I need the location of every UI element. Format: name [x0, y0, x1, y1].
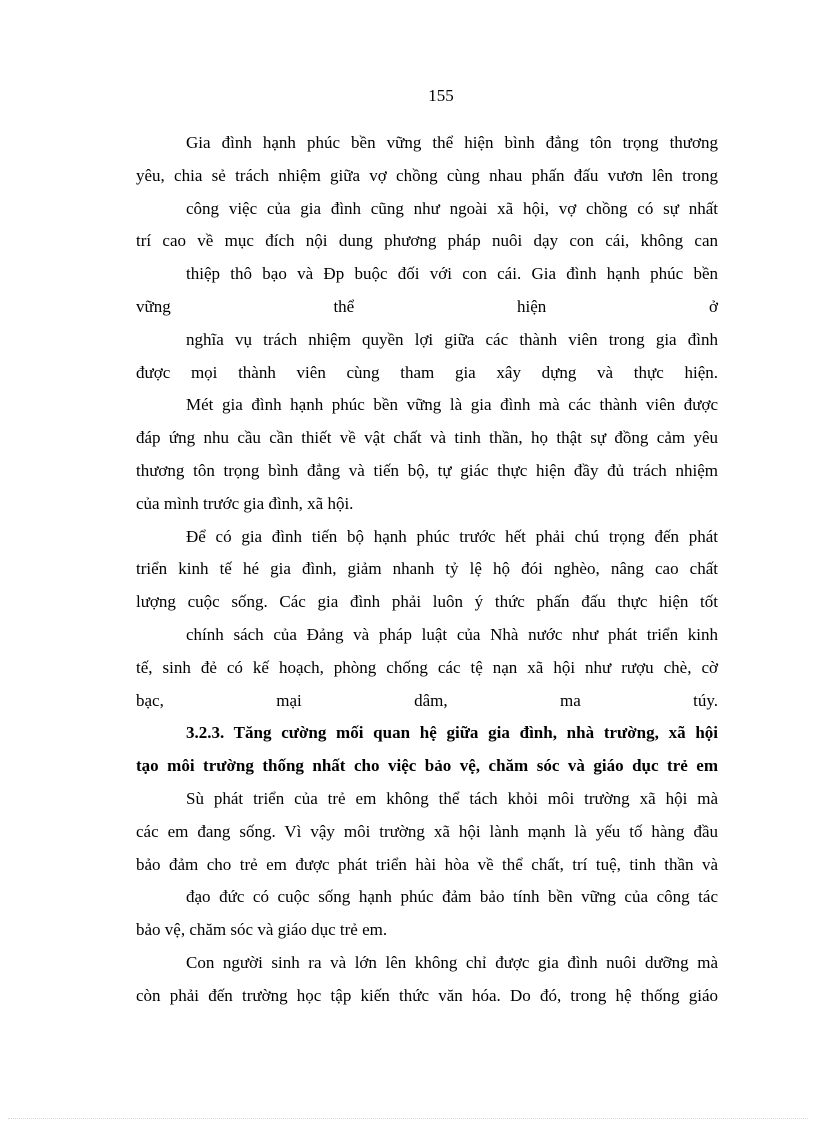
- section-heading-line: tạo môi trường thống nhất cho việc bảo vệ, chăm sóc và giáo dục trẻ em: [136, 756, 718, 776]
- text-line: trí cao về mục đích nội dung phương pháp nuôi dạy con cái, không can: [136, 231, 718, 251]
- text-line: triển kinh tế hé gia đình, giảm nhanh tỷ lệ hộ đói nghèo, nâng cao chất: [136, 559, 718, 579]
- text-line: còn phải đến trường học tập kiến thức văn hóa. Do đó, trong hệ thống giáo: [136, 985, 718, 1005]
- page-number: 155: [428, 86, 454, 105]
- text-line: tế, sinh đẻ có kế hoạch, phòng chống các tệ nạn xã hội như rượu chè, cờ: [136, 657, 718, 677]
- text-line: được mọi thành viên cùng tham gia xây dựng và thực hiện.: [136, 362, 718, 382]
- text-line: Mét gia đình hạnh phúc bền vững là gia đình mà các thành viên được: [186, 395, 718, 415]
- text-line: đạo đức có cuộc sống hạnh phúc đảm bảo tính bền vững của công tác: [186, 887, 718, 907]
- text-line: Sù phát triển của trẻ em không thể tách khỏi môi trường xã hội mà: [186, 789, 718, 808]
- text-line: thiệp thô bạo và Đp buộc đối với con cái. Gia đình hạnh phúc bền: [186, 264, 718, 284]
- text-line: bảo đảm cho trẻ em được phát triển hài hòa về thể chất, trí tuệ, tinh thần và: [136, 854, 718, 874]
- text-line: các em đang sống. Vì vậy môi trường xã hội lành mạnh là yếu tố hàng đầu: [136, 821, 718, 841]
- text-line: Gia đình hạnh phúc bền vững thể hiện bình đẳng tôn trọng thương: [186, 133, 718, 152]
- text-line: chính sách của Đảng và pháp luật của Nhà nước như phát triển kinh: [186, 625, 718, 644]
- text-line: công việc của gia đình cũng như ngoài xã hội, vợ chồng có sự nhất: [186, 198, 718, 218]
- text-line: bạc, mại dâm, ma túy.: [136, 690, 718, 710]
- text-line: Để có gia đình tiến bộ hạnh phúc trước hết phải chú trọng đến phát: [186, 526, 718, 546]
- section-heading-line: 3.2.3. Tăng cường mối quan hệ giữa gia đình, nhà trường, xã hội: [186, 723, 718, 743]
- text-line: nghĩa vụ trách nhiệm quyền lợi giữa các thành viên trong gia đình: [186, 329, 718, 349]
- text-line: bảo vệ, chăm sóc và giáo dục trẻ em.: [136, 920, 388, 940]
- text-line: vững thể hiện ở: [136, 297, 718, 316]
- text-line: đáp ứng nhu cầu cần thiết về vật chất và tinh thần, họ thật sự đồng cảm yêu: [136, 428, 718, 448]
- text-line: yêu, chia sẻ trách nhiệm giữa vợ chồng cùng nhau phấn đấu vươn lên trong: [136, 165, 718, 185]
- text-line: của mình trước gia đình, xã hội.: [136, 493, 354, 513]
- text-line: thương tôn trọng bình đẳng và tiến bộ, tự giác thực hiện đầy đủ trách nhiệm: [136, 461, 718, 480]
- page-bottom-rule: [8, 1118, 808, 1119]
- text-line: Con người sinh ra và lớn lên không chỉ được gia đình nuôi dưỡng mà: [186, 953, 718, 972]
- text-line: lượng cuộc sống. Các gia đình phải luôn ý thức phấn đấu thực hiện tốt: [136, 592, 718, 612]
